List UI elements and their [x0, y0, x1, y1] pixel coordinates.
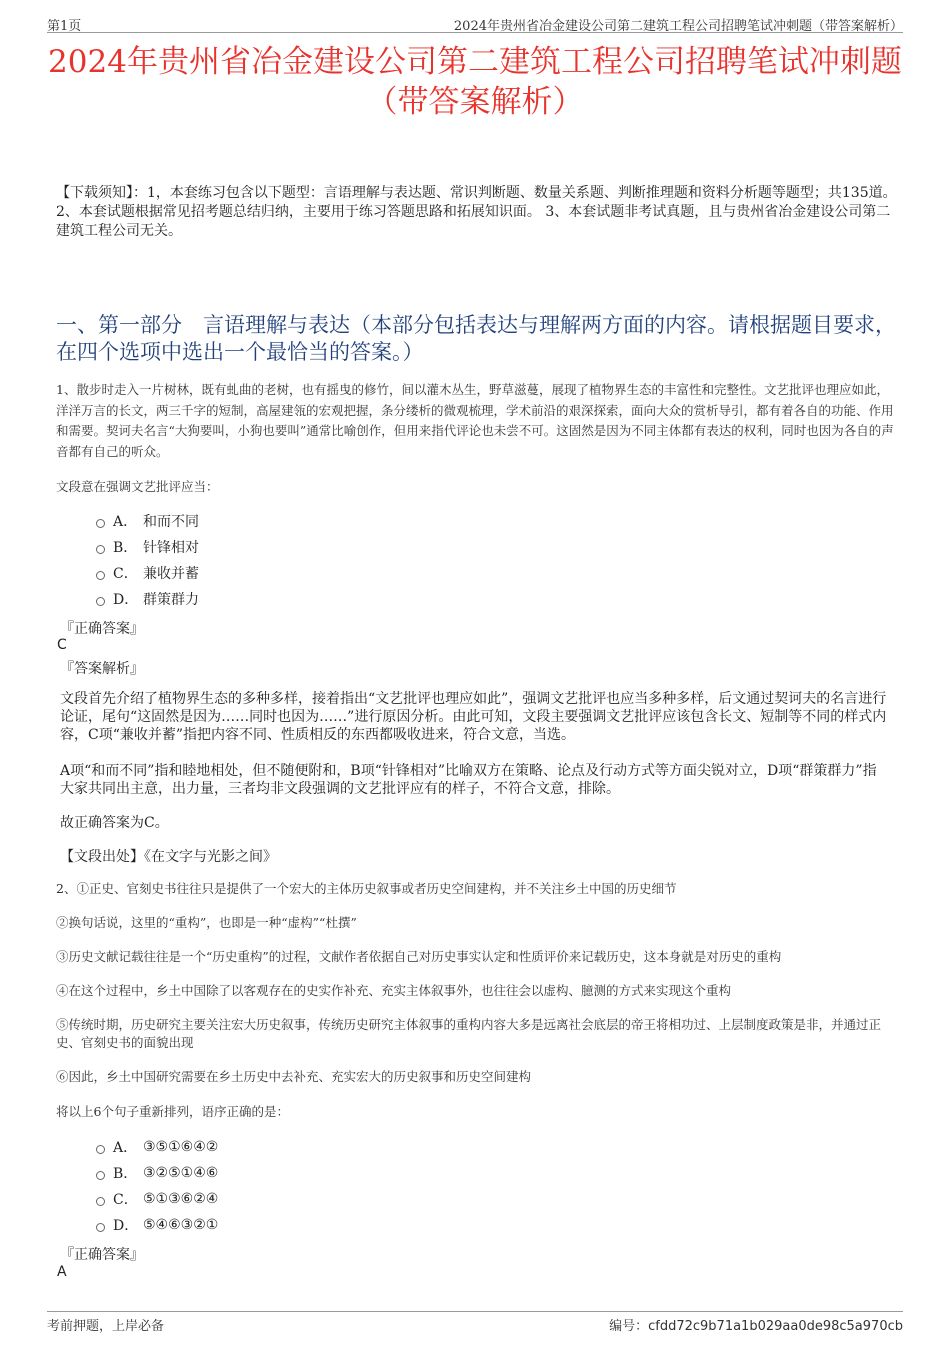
- question-1-stem: 文段意在强调文艺批评应当：: [56, 479, 219, 494]
- question-2-sentence-1: 2、①正史、官刻史书往往只是提供了一个宏大的主体历史叙事或者历史空间建构，并不关注乡土中国的历史细节: [56, 881, 677, 896]
- header-doc-title: 2024年贵州省冶金建设公司第二建筑工程公司招聘笔试冲刺题（带答案解析）: [453, 19, 903, 34]
- title-line-2: （带答案解析）: [366, 84, 584, 120]
- page-header: [47, 12, 903, 33]
- footer-slogan: 考前押题，上岸必备: [47, 1319, 165, 1334]
- question-1-text: 1、散步时走入一片树林，既有虬曲的老树，也有摇曳的修竹，间以灌木丛生，野草滋蔓，展现了植物界生态的丰富性和完整性。文艺批评也理应如此，洋洋万言的长文，两三千字的短制，高屋建瓴的宏观把握，条分缕析的微观梳理，学术前沿的艰深探索，面向大众的赏析导引，都有着各自的功能、作用和需要。契诃夫名言“大狗要叫，小狗也要叫”通常比喻创作，但用来指代评论也未尝不可。这固然是因为不同主体都有表达的权利，同时也因为各自的声音都有自己的听众。: [56, 382, 894, 459]
- title-line-1: 2024年贵州省冶金建设公司第二建筑工程公司招聘笔试冲刺题: [48, 44, 902, 80]
- document-title: [30, 42, 920, 122]
- option-d[interactable]: D． 群策群力: [96, 586, 199, 612]
- question-2-options: [96, 1134, 218, 1238]
- question-2-sentence-6: ⑥因此，乡土中国研究需要在乡土历史中去补充、充实宏大的历史叙事和历史空间建构: [56, 1069, 532, 1084]
- correct-answer: C: [57, 637, 67, 653]
- correct-answer: A: [57, 1264, 67, 1280]
- section-title: 一、第一部分 言语理解与表达（本部分包括表达与理解两方面的内容。请根据题目要求，在四个选项中选出一个最恰当的答案。）: [56, 313, 896, 364]
- radio-button[interactable]: [96, 571, 105, 580]
- option-d[interactable]: D． ⑤④⑥③②①: [96, 1212, 218, 1238]
- footer-code-label: 编号：: [609, 1319, 649, 1334]
- option-a[interactable]: A． 和而不同: [96, 508, 199, 534]
- analysis-conclusion: 故正确答案为C。: [60, 815, 169, 831]
- radio-button[interactable]: [96, 1171, 105, 1180]
- option-b[interactable]: B． ③②⑤①④⑥: [96, 1160, 218, 1186]
- question-2-sentence-3: ③历史文献记载往往是一个“历史重构”的过程，文献作者依据自己对历史事实认定和性质评价来记载历史，这本身就是对历史的重构: [56, 949, 782, 964]
- option-b[interactable]: B． 针锋相对: [96, 534, 199, 560]
- question-2-sentence-4: ④在这个过程中，乡土中国除了以客观存在的史实作补充、充实主体叙事外，也往往会以虚构、臆测的方式来实现这个重构: [56, 983, 732, 998]
- analysis-label: 『答案解析』: [60, 661, 144, 677]
- download-notice: 【下载须知】：1，本套练习包含以下题型：言语理解与表达题、常识判断题、数量关系题、判断推理题和资料分析题等题型；共135道。 2、本套试题根据常见招考题总结归纳，主要用于练习答题思路和拓展知识面。 3、本套试题非考试真题，且与贵州省冶金建设公司第二建筑工程公司无关。: [56, 185, 897, 239]
- radio-button[interactable]: [96, 545, 105, 554]
- question-2-sentence-5: ⑤传统时期，历史研究主要关注宏大历史叙事，传统历史研究主体叙事的重构内容大多是远离社会底层的帝王将相功过、上层制度政策是非，并通过正史、官刻史书的面貌出现: [56, 1017, 882, 1050]
- question-2-sentence-2: ②换句话说，这里的“重构”，也即是一种“虚构”“杜撰”: [56, 915, 357, 930]
- analysis-paragraph-2: A项“和而不同”指和睦地相处，但不随便附和，B项“针锋相对”比喻双方在策略、论点及行动方式等方面尖锐对立，D项“群策群力”指大家共同出主意，出力量，三者均非文段强调的文艺批评应有的样子，不符合文意，排除。: [60, 763, 877, 797]
- radio-button[interactable]: [96, 1145, 105, 1154]
- page-number: 第1页: [47, 19, 82, 34]
- option-a[interactable]: A． ③⑤①⑥④②: [96, 1134, 218, 1160]
- answer-label: 『正确答案』: [60, 1247, 144, 1263]
- radio-button[interactable]: [96, 1223, 105, 1232]
- footer-code: [609, 1315, 903, 1334]
- radio-button[interactable]: [96, 1197, 105, 1206]
- footer-code-value: cfdd72c9b71a1b029aa0de98c5a970cb: [648, 1319, 903, 1334]
- option-c[interactable]: C． 兼收并蓄: [96, 560, 199, 586]
- question-1-options: [96, 508, 199, 612]
- radio-button[interactable]: [96, 519, 105, 528]
- analysis-paragraph-1: 文段首先介绍了植物界生态的多种多样，接着指出“文艺批评也理应如此”，强调文艺批评也应当多种多样，后文通过契诃夫的名言进行论证，尾句“这固然是因为……同时也因为……”进行原因分析。由此可知，文段主要强调文艺批评应该包含长文、短制等不同的样式内容，C项“兼收并蓄”指把内容不同、性质相反的东西都吸收进来，符合文意，当选。: [60, 691, 887, 743]
- page-footer: [47, 1311, 903, 1334]
- answer-label: 『正确答案』: [60, 621, 144, 637]
- option-c[interactable]: C． ⑤①③⑥②④: [96, 1186, 218, 1212]
- passage-source: 【文段出处】《在文字与光影之间》: [60, 849, 277, 865]
- radio-button[interactable]: [96, 597, 105, 606]
- question-2-stem: 将以上6个句子重新排列，语序正确的是：: [56, 1104, 289, 1119]
